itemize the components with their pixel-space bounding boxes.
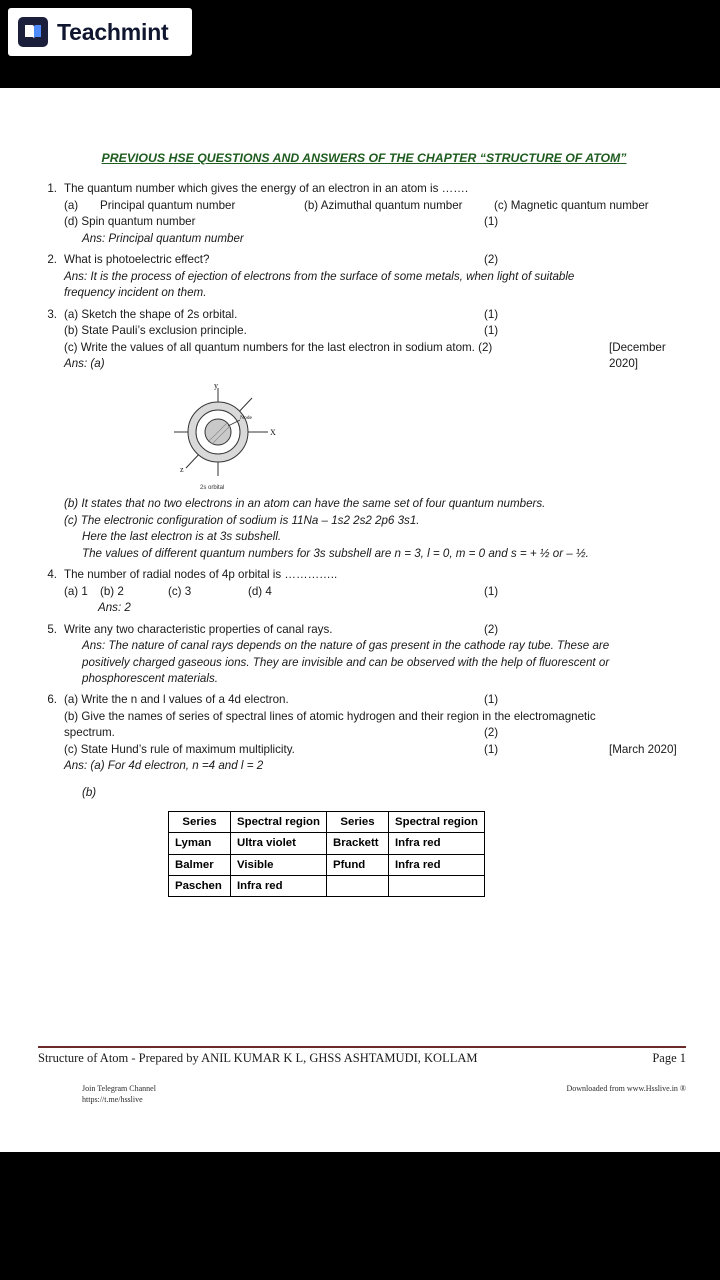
- cell-region-2: Infra red: [389, 854, 485, 875]
- question-text-line: [64, 622, 686, 638]
- answer-6-b-label: (b): [82, 785, 97, 799]
- answer-2-line1: Ans: It is the process of ejection of electrons from the surface of some metals, when light of suitable: [64, 269, 575, 283]
- question-2: [38, 252, 686, 301]
- question-text: The number of radial nodes of 4p orbital is …………..: [64, 568, 338, 582]
- footer-page-number: Page 1: [652, 1051, 686, 1065]
- spectral-series-table: [168, 811, 686, 897]
- document-page: [0, 88, 720, 1152]
- part-b-marks: (1): [484, 324, 499, 338]
- svg-text:X: X: [270, 428, 276, 438]
- document-body: [38, 150, 686, 897]
- svg-text:z: z: [180, 465, 184, 475]
- question-6-part-c: [64, 742, 686, 758]
- bottom-letterbox: [0, 1152, 720, 1280]
- telegram-channel-note: [82, 1084, 156, 1106]
- cell-series-1: Lyman: [169, 833, 231, 854]
- question-number: 6.: [47, 693, 57, 707]
- cell-region-2: Infra red: [389, 833, 485, 854]
- part-a-text: (a) Write the n and l values of a 4d electron.: [64, 693, 289, 707]
- option-d-label: (d) Spin quantum number: [64, 215, 196, 229]
- answer-4: Ans: 2: [98, 601, 131, 615]
- col-header-region-2: Spectral region: [389, 812, 485, 833]
- question-3-part-b: [64, 323, 686, 339]
- question-text-line: [64, 252, 686, 268]
- question-marks: (1): [484, 215, 499, 229]
- question-marks: (2): [484, 622, 499, 636]
- answer-1: Ans: Principal quantum number: [82, 231, 244, 245]
- question-number: 4.: [47, 568, 57, 582]
- svg-text:y: y: [214, 381, 218, 391]
- telegram-label: Join Telegram Channel: [82, 1084, 156, 1093]
- book-icon: [18, 17, 48, 47]
- part-a-marks: (1): [484, 307, 499, 321]
- part-b-marks: (2): [484, 726, 499, 740]
- orbital-diagram: [156, 380, 306, 490]
- part-b-text: (b) Give the names of series of spectral lines of atomic hydrogen and their region in the electromagnetic: [64, 709, 596, 723]
- part-c-source: [December 2020]: [609, 340, 666, 370]
- page-footer: [38, 1051, 686, 1066]
- question-3-part-a: [64, 307, 686, 323]
- question-number: 3.: [47, 307, 57, 321]
- question-3: [38, 307, 686, 563]
- part-b-text: (b) State Pauli’s exclusion principle.: [64, 324, 247, 338]
- brand-bar: [0, 0, 720, 88]
- cell-series-1: Paschen: [169, 875, 231, 896]
- option-d-line: [64, 214, 686, 230]
- answer-3-c2: Here the last electron is at 3s subshell.: [82, 530, 282, 544]
- col-header-series-2: Series: [327, 812, 389, 833]
- page-title: PREVIOUS HSE QUESTIONS AND ANSWERS OF THE CHAPTER “STRUCTURE OF ATOM”: [101, 151, 627, 165]
- col-header-region-1: Spectral region: [231, 812, 327, 833]
- table-row: [169, 833, 485, 854]
- cell-region-1: Infra red: [231, 875, 327, 896]
- part-a-text: (a) Sketch the shape of 2s orbital.: [64, 307, 238, 321]
- question-marks: (1): [484, 584, 499, 598]
- question-options: [64, 198, 686, 214]
- table-row: [169, 875, 485, 896]
- answer-5-line3: phosphorescent materials.: [82, 671, 218, 685]
- answer-3-c: (c) The electronic configuration of sodium is 11Na – 1s2 2s2 2p6 3s1.: [64, 513, 420, 527]
- answer-5-line2: positively charged gaseous ions. They are invisible and can be observed with the help of fluorescent or: [82, 655, 610, 669]
- figure-caption: 2s orbital: [200, 484, 225, 491]
- footer-left-text: Structure of Atom - Prepared by ANIL KUMAR K L, GHSS ASHTAMUDI, KOLLAM: [38, 1051, 478, 1065]
- option-a-marker: (a): [64, 198, 79, 212]
- option-d: (d) 4: [248, 584, 272, 598]
- question-6-part-a: [64, 692, 686, 708]
- question-6: [38, 692, 686, 801]
- question-number: 2.: [47, 253, 57, 267]
- svg-text:Node: Node: [240, 415, 252, 422]
- option-c: (c) 3: [168, 584, 192, 598]
- cell-region-1: Ultra violet: [231, 833, 327, 854]
- part-a-marks: (1): [484, 693, 499, 707]
- table-row: [169, 854, 485, 875]
- answer-3-c3: The values of different quantum numbers for 3s subshell are n = 3, l = 0, m = 0 and s = + ½ or – ½.: [82, 546, 589, 560]
- answer-6-a: Ans: (a) For 4d electron, n =4 and l = 2: [64, 759, 264, 773]
- cell-region-2: [389, 875, 485, 896]
- cell-series-1: Balmer: [169, 854, 231, 875]
- cell-series-2: Pfund: [327, 854, 389, 875]
- footer-divider: [38, 1046, 686, 1048]
- question-text: Write any two characteristic properties of canal rays.: [64, 622, 333, 636]
- answer-3-a: Ans: (a): [64, 356, 105, 370]
- question-number: 1.: [47, 182, 57, 196]
- option-a: (a) 1: [64, 584, 88, 598]
- brand-name: Teachmint: [57, 18, 169, 45]
- page-subfooter: [82, 1084, 686, 1106]
- answer-2-line2: frequency incident on them.: [64, 286, 207, 300]
- question-4: [38, 567, 686, 616]
- question-options: [64, 584, 686, 600]
- download-source-note: Downloaded from www.Hsslive.in ®: [566, 1084, 686, 1093]
- table-header-row: [169, 812, 485, 833]
- question-marks: (2): [484, 253, 499, 267]
- question-5: [38, 622, 686, 688]
- part-c-text: (c) State Hund’s rule of maximum multiplicity.: [64, 742, 295, 756]
- answer-5-line1: Ans: The nature of canal rays depends on the nature of gas present in the cathode ray tube. These are: [82, 639, 610, 653]
- part-c-text: (c) Write the values of all quantum numbers for the last electron in sodium atom. (2): [64, 340, 493, 354]
- part-b-text-cont: spectrum.: [64, 726, 115, 740]
- option-a-label: Principal quantum number: [100, 198, 236, 212]
- cell-region-1: Visible: [231, 854, 327, 875]
- question-text: What is photoelectric effect?: [64, 253, 210, 267]
- option-b: (b) 2: [100, 584, 124, 598]
- question-text: The quantum number which gives the energy of an electron in an atom is …….: [64, 182, 469, 196]
- cell-series-2: [327, 875, 389, 896]
- question-1: [38, 181, 686, 247]
- teachmint-logo-chip[interactable]: [8, 8, 192, 56]
- part-c-marks: (1): [484, 742, 499, 756]
- question-number: 5.: [47, 622, 57, 636]
- option-c-label: (c) Magnetic quantum number: [494, 198, 649, 212]
- telegram-link: https://t.me/hsslive: [82, 1094, 143, 1104]
- cell-series-2: Brackett: [327, 833, 389, 854]
- col-header-series-1: Series: [169, 812, 231, 833]
- question-6-part-b2: [64, 725, 686, 741]
- part-c-source: [March 2020]: [609, 742, 677, 756]
- answer-3-b: (b) It states that no two electrons in an atom can have the same set of four quantum numbers.: [64, 497, 546, 511]
- option-b-label: (b) Azimuthal quantum number: [304, 198, 463, 212]
